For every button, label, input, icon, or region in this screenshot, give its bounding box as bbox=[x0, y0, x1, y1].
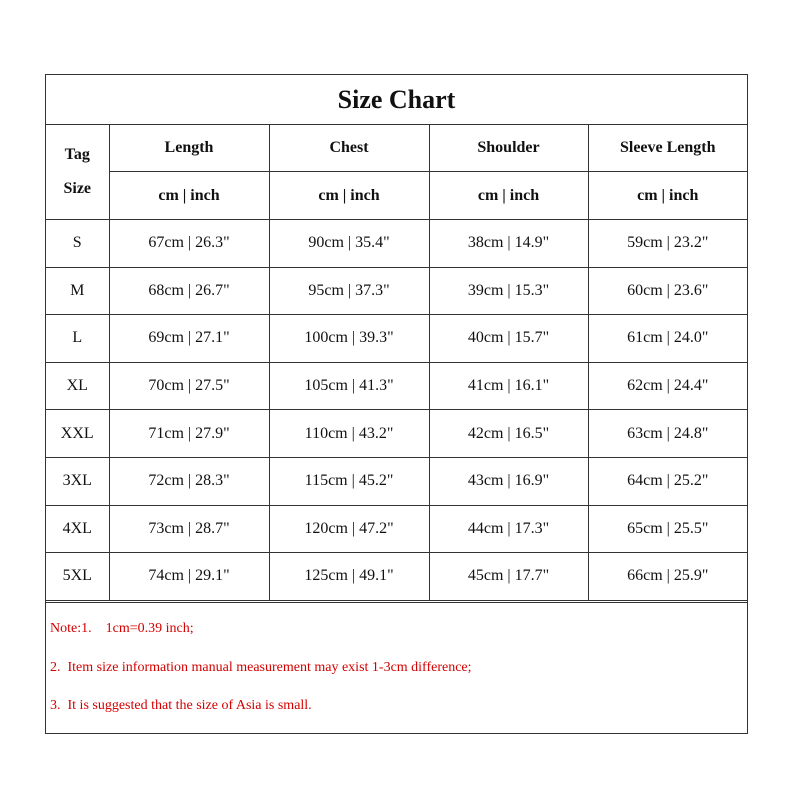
shoulder-cell: 43cm | 16.9" bbox=[429, 457, 588, 505]
sleeve-cell: 64cm | 25.2" bbox=[588, 457, 747, 505]
size-cell: XXL bbox=[46, 410, 109, 458]
header-row-names bbox=[46, 125, 747, 172]
size-table bbox=[46, 125, 747, 601]
table-row bbox=[46, 410, 747, 458]
chest-cell: 120cm | 47.2" bbox=[269, 505, 429, 553]
sleeve-unit: cm | inch bbox=[588, 172, 747, 220]
table-row bbox=[46, 220, 747, 268]
size-cell: 4XL bbox=[46, 505, 109, 553]
shoulder-cell: 45cm | 17.7" bbox=[429, 553, 588, 601]
table-row bbox=[46, 315, 747, 363]
chest-header: Chest bbox=[269, 125, 429, 172]
length-cell: 69cm | 27.1" bbox=[109, 315, 269, 363]
sleeve-cell: 65cm | 25.5" bbox=[588, 505, 747, 553]
size-cell: 5XL bbox=[46, 553, 109, 601]
size-cell: L bbox=[46, 315, 109, 363]
notes-section bbox=[46, 602, 747, 734]
chest-cell: 100cm | 39.3" bbox=[269, 315, 429, 363]
sleeve-length-header: Sleeve Length bbox=[588, 125, 747, 172]
size-cell: S bbox=[46, 220, 109, 268]
length-cell: 73cm | 28.7" bbox=[109, 505, 269, 553]
size-rows bbox=[46, 220, 747, 601]
table-row bbox=[46, 362, 747, 410]
size-label: Size bbox=[63, 180, 92, 197]
size-cell: 3XL bbox=[46, 457, 109, 505]
shoulder-cell: 39cm | 15.3" bbox=[429, 267, 588, 315]
length-cell: 68cm | 26.7" bbox=[109, 267, 269, 315]
sleeve-cell: 63cm | 24.8" bbox=[588, 410, 747, 458]
sleeve-cell: 62cm | 24.4" bbox=[588, 362, 747, 410]
chest-cell: 115cm | 45.2" bbox=[269, 457, 429, 505]
note-2: 2. Item size information manual measurement may exist 1-3cm difference; bbox=[50, 660, 472, 675]
chest-cell: 110cm | 43.2" bbox=[269, 410, 429, 458]
shoulder-unit: cm | inch bbox=[429, 172, 588, 220]
length-header: Length bbox=[109, 125, 269, 172]
length-cell: 67cm | 26.3" bbox=[109, 220, 269, 268]
table-row bbox=[46, 505, 747, 553]
shoulder-header: Shoulder bbox=[429, 125, 588, 172]
table-row bbox=[46, 267, 747, 315]
tag-label: Tag bbox=[64, 146, 90, 163]
size-chart bbox=[45, 74, 748, 734]
note-3: 3. It is suggested that the size of Asia is small. bbox=[50, 698, 312, 713]
sleeve-cell: 66cm | 25.9" bbox=[588, 553, 747, 601]
length-cell: 70cm | 27.5" bbox=[109, 362, 269, 410]
table-row bbox=[46, 553, 747, 601]
size-cell: XL bbox=[46, 362, 109, 410]
table-row bbox=[46, 457, 747, 505]
header-row-units bbox=[46, 172, 747, 220]
sleeve-cell: 60cm | 23.6" bbox=[588, 267, 747, 315]
chest-cell: 90cm | 35.4" bbox=[269, 220, 429, 268]
shoulder-cell: 44cm | 17.3" bbox=[429, 505, 588, 553]
length-cell: 72cm | 28.3" bbox=[109, 457, 269, 505]
chart-title: Size Chart bbox=[46, 75, 747, 125]
chest-unit: cm | inch bbox=[269, 172, 429, 220]
shoulder-cell: 42cm | 16.5" bbox=[429, 410, 588, 458]
note-1: Note:1. 1cm=0.39 inch; bbox=[50, 621, 194, 636]
length-cell: 71cm | 27.9" bbox=[109, 410, 269, 458]
length-unit: cm | inch bbox=[109, 172, 269, 220]
size-cell: M bbox=[46, 267, 109, 315]
sleeve-cell: 59cm | 23.2" bbox=[588, 220, 747, 268]
chest-cell: 105cm | 41.3" bbox=[269, 362, 429, 410]
sleeve-cell: 61cm | 24.0" bbox=[588, 315, 747, 363]
chest-cell: 95cm | 37.3" bbox=[269, 267, 429, 315]
chest-cell: 125cm | 49.1" bbox=[269, 553, 429, 601]
shoulder-cell: 41cm | 16.1" bbox=[429, 362, 588, 410]
shoulder-cell: 40cm | 15.7" bbox=[429, 315, 588, 363]
tag-size-header bbox=[46, 125, 109, 220]
length-cell: 74cm | 29.1" bbox=[109, 553, 269, 601]
shoulder-cell: 38cm | 14.9" bbox=[429, 220, 588, 268]
